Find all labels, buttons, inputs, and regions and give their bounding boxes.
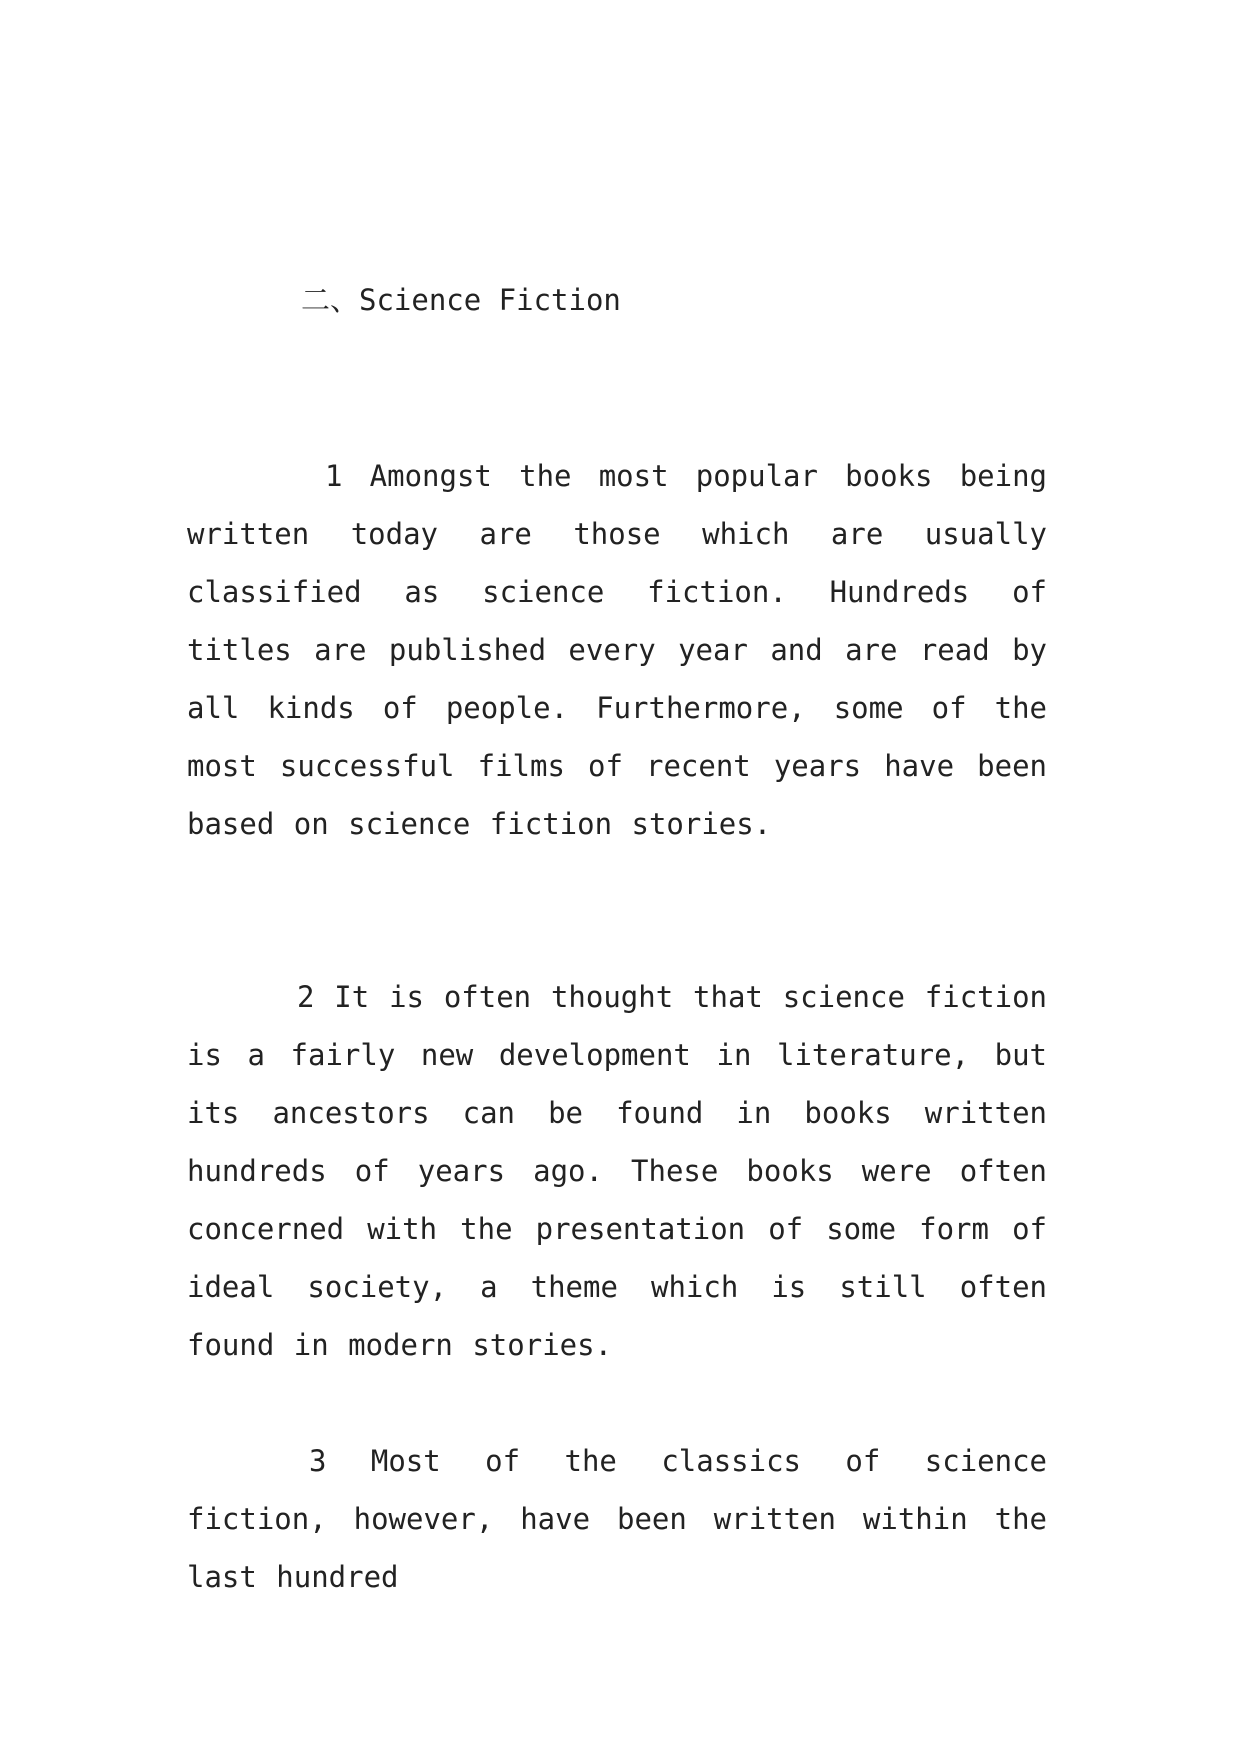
paragraph-3: 3 Most of the classics of science fiction, however, have been written within the last hundred xyxy=(187,1444,1047,1594)
paragraph-1: 1 Amongst the most popular books being written today are those which are usually classified as science fiction. Hundreds of titles are published every year and are read by all kinds of people. Furthermore, some of the most successful films of recent years have been based on science fiction stories. xyxy=(187,459,1047,841)
section-heading: 二、Science Fiction xyxy=(301,283,621,317)
paragraph-2: 2 It is often thought that science fiction is a fairly new development in literature, but its ancestors can be found in books written hundreds of years ago. These books were often concerned with the presentation of some form of ideal society, a theme which is still often found in modern stories. xyxy=(187,980,1047,1362)
